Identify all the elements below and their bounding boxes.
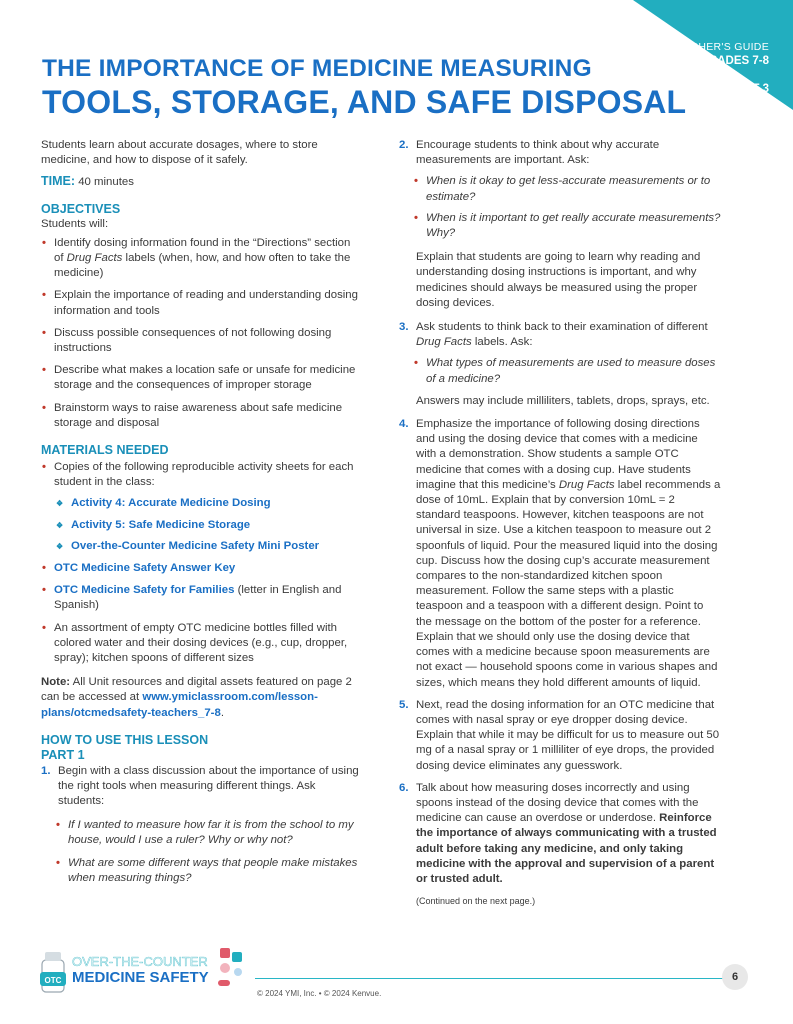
step-6: 6. Talk about how measuring doses incorrectly and using spoons instead of the dosing device that comes with the medicine can cause an overdose or underdose. Reinforce the importance of always communicating with a trusted adult before taking any medicine, and only taking medicine with the approval and supervision of a parent or trusted adult. (399, 781, 717, 885)
resource-url-link[interactable]: www.ymiclassroom.com/lesson-plans/otcmedsafety-teachers_7-8 (41, 691, 318, 719)
step-3-questions (399, 356, 721, 386)
time-line (41, 174, 361, 190)
list-item: • When is it important to get really accurate measurements? Why? (399, 211, 721, 241)
time-label: TIME: (41, 174, 76, 189)
title-line-1: THE IMPORTANCE OF MEDICINE MEASURING (42, 55, 592, 82)
activity-link[interactable]: ❖ Activity 4: Accurate Medicine Dosing (41, 496, 361, 511)
guide-label: TEACHER'S GUIDE (669, 41, 769, 53)
objectives-list (41, 236, 361, 431)
step-3-answers: Answers may include milliliters, tablets, drops, sprays, etc. (416, 394, 710, 407)
list-item: • Brainstorm ways to raise awareness about safe medicine storage and disposal (41, 401, 361, 431)
list-item: • Identify dosing information found in the “Directions” section of Drug Facts labels (when, how, and how often to take the medicine) (41, 236, 361, 282)
list-item: • If I wanted to measure how far it is from the school to my house, would I use a ruler? Why or why not? (41, 818, 361, 848)
activity-link[interactable]: ❖ Activity 5: Safe Medicine Storage (41, 518, 361, 533)
list-item (41, 561, 361, 576)
continued-note: (Continued on the next page.) (416, 896, 536, 907)
list-item: • When is it okay to get less-accurate measurements or to estimate? (399, 174, 721, 204)
activity-list (41, 496, 361, 554)
page-number: 6 (722, 964, 748, 990)
list-item: • What types of measurements are used to measure doses of a medicine? (399, 356, 721, 386)
materials-heading: MATERIALS NEEDED (41, 443, 169, 458)
svg-text:OTC: OTC (44, 976, 62, 985)
unit-label: UNIT 3 (732, 83, 769, 95)
time-value: 40 minutes (78, 176, 134, 189)
title-line-2: TOOLS, STORAGE, AND SAFE DISPOSAL (42, 84, 687, 120)
footer-divider (255, 978, 725, 979)
grades-label: GRADES 7-8 (699, 55, 769, 67)
families-letter-link[interactable]: OTC Medicine Safety for Families (54, 584, 235, 597)
copyright-text: © 2024 YMI, Inc. • © 2024 Kenvue. (257, 989, 382, 998)
objectives-heading: OBJECTIVES (41, 201, 121, 216)
step-2-questions (399, 174, 721, 241)
list-item: • Discuss possible consequences of not following dosing instructions (41, 326, 361, 356)
list-item: • Explain the importance of reading and understanding dosing information and tools (41, 288, 361, 318)
step-1: 1. Begin with a class discussion about the importance of using the right tools when measuring different things. Ask students: (41, 764, 359, 808)
otc-safety-logo (38, 942, 248, 1002)
svg-text:OVER-THE-COUNTER: OVER-THE-COUNTER (72, 954, 208, 969)
step-2-explanation: Explain that students are going to learn why reading and understanding dosing instructions is important, and why medicines should always be measured using the proper dosing devices. (416, 251, 701, 309)
list-item: • Describe what makes a location safe or unsafe for medicine storage and the consequences of improper storage (41, 363, 361, 393)
step-1-questions (41, 818, 361, 887)
list-item: • An assortment of empty OTC medicine bottles filled with colored water and their dosing devices (e.g., cup, dropper, spray); kitchen spoons of different sizes (41, 621, 361, 667)
list-item: • What are some different ways that people make mistakes when measuring things? (41, 856, 361, 886)
svg-text:MEDICINE SAFETY: MEDICINE SAFETY (72, 969, 209, 986)
note-text: Note: All Unit resources and digital assets featured on page 2 can be accessed at www.ymiclassroom.com/lesson-plans/otcmedsafety-teachers_7-8. (41, 676, 352, 719)
objectives-lead: Students will: (41, 217, 109, 230)
howto-heading: HOW TO USE THIS LESSON (41, 732, 209, 747)
step-3: 3. Ask students to think back to their examination of different Drug Facts labels. Ask: (399, 321, 708, 349)
list-item: • OTC Medicine Safety for Families (letter in English and Spanish) (41, 583, 361, 613)
activity-link[interactable]: ❖ Over-the-Counter Medicine Safety Mini Poster (41, 539, 361, 554)
intro-text: Students learn about accurate dosages, where to store medicine, and how to dispose of it safely. (41, 139, 318, 167)
answer-key-link[interactable]: OTC Medicine Safety Answer Key (54, 562, 236, 575)
right-column (399, 138, 721, 909)
logo-graphic (38, 942, 248, 1002)
list-item: • Copies of the following reproducible activity sheets for each student in the class: ❖ Activity 4: Accurate Medicine Dosing ❖ Activity 5: Safe Medicine Storage ❖ Over-the-Counter Medicine Safety Mini Poster (41, 460, 361, 554)
part-heading: PART 1 (41, 747, 85, 762)
materials-list (41, 460, 361, 666)
left-column (41, 138, 361, 886)
step-2: 2. Encourage students to think about why accurate measurements are important. Ask: (399, 139, 660, 167)
step-4: 4. Emphasize the importance of following dosing directions and using the dosing device that comes with a medicine with a demonstration. Show students a sample OTC medicine that comes with a dosing cup. Have students imagine that this medicine’s Drug Facts label recommends a dose of 10mL. Explain that by conversion 10mL = 2 standard teaspoons. However, kitchen teaspoons are not universal in size. Use a kitchen teaspoon to measure out 2 spoonfuls of liquid. Pour the measured liquid into the dosing cup. Discuss how the dosing cup’s accurate measurement compares to the non-standardized kitchen spoon measurement. Follow the same steps with a plastic teaspoon and a teaspoon with a different design. Point to the message on the bottom of the poster for a reference. Explain that we should only use the dosing device that comes with a medicine because spoon measurements are not exact — household spoons come in various shapes and sizes, which means they hold different amounts of liquid. (399, 418, 721, 689)
step-5: 5. Next, read the dosing information for an OTC medicine that comes with nasal spray or eye dropper dosing device. Explain that while it may be difficult for us to measure out 50 mg of a nasal spray or 1 milliliter of eye drops, the provided dosing device eliminates any guesswork. (399, 698, 720, 772)
